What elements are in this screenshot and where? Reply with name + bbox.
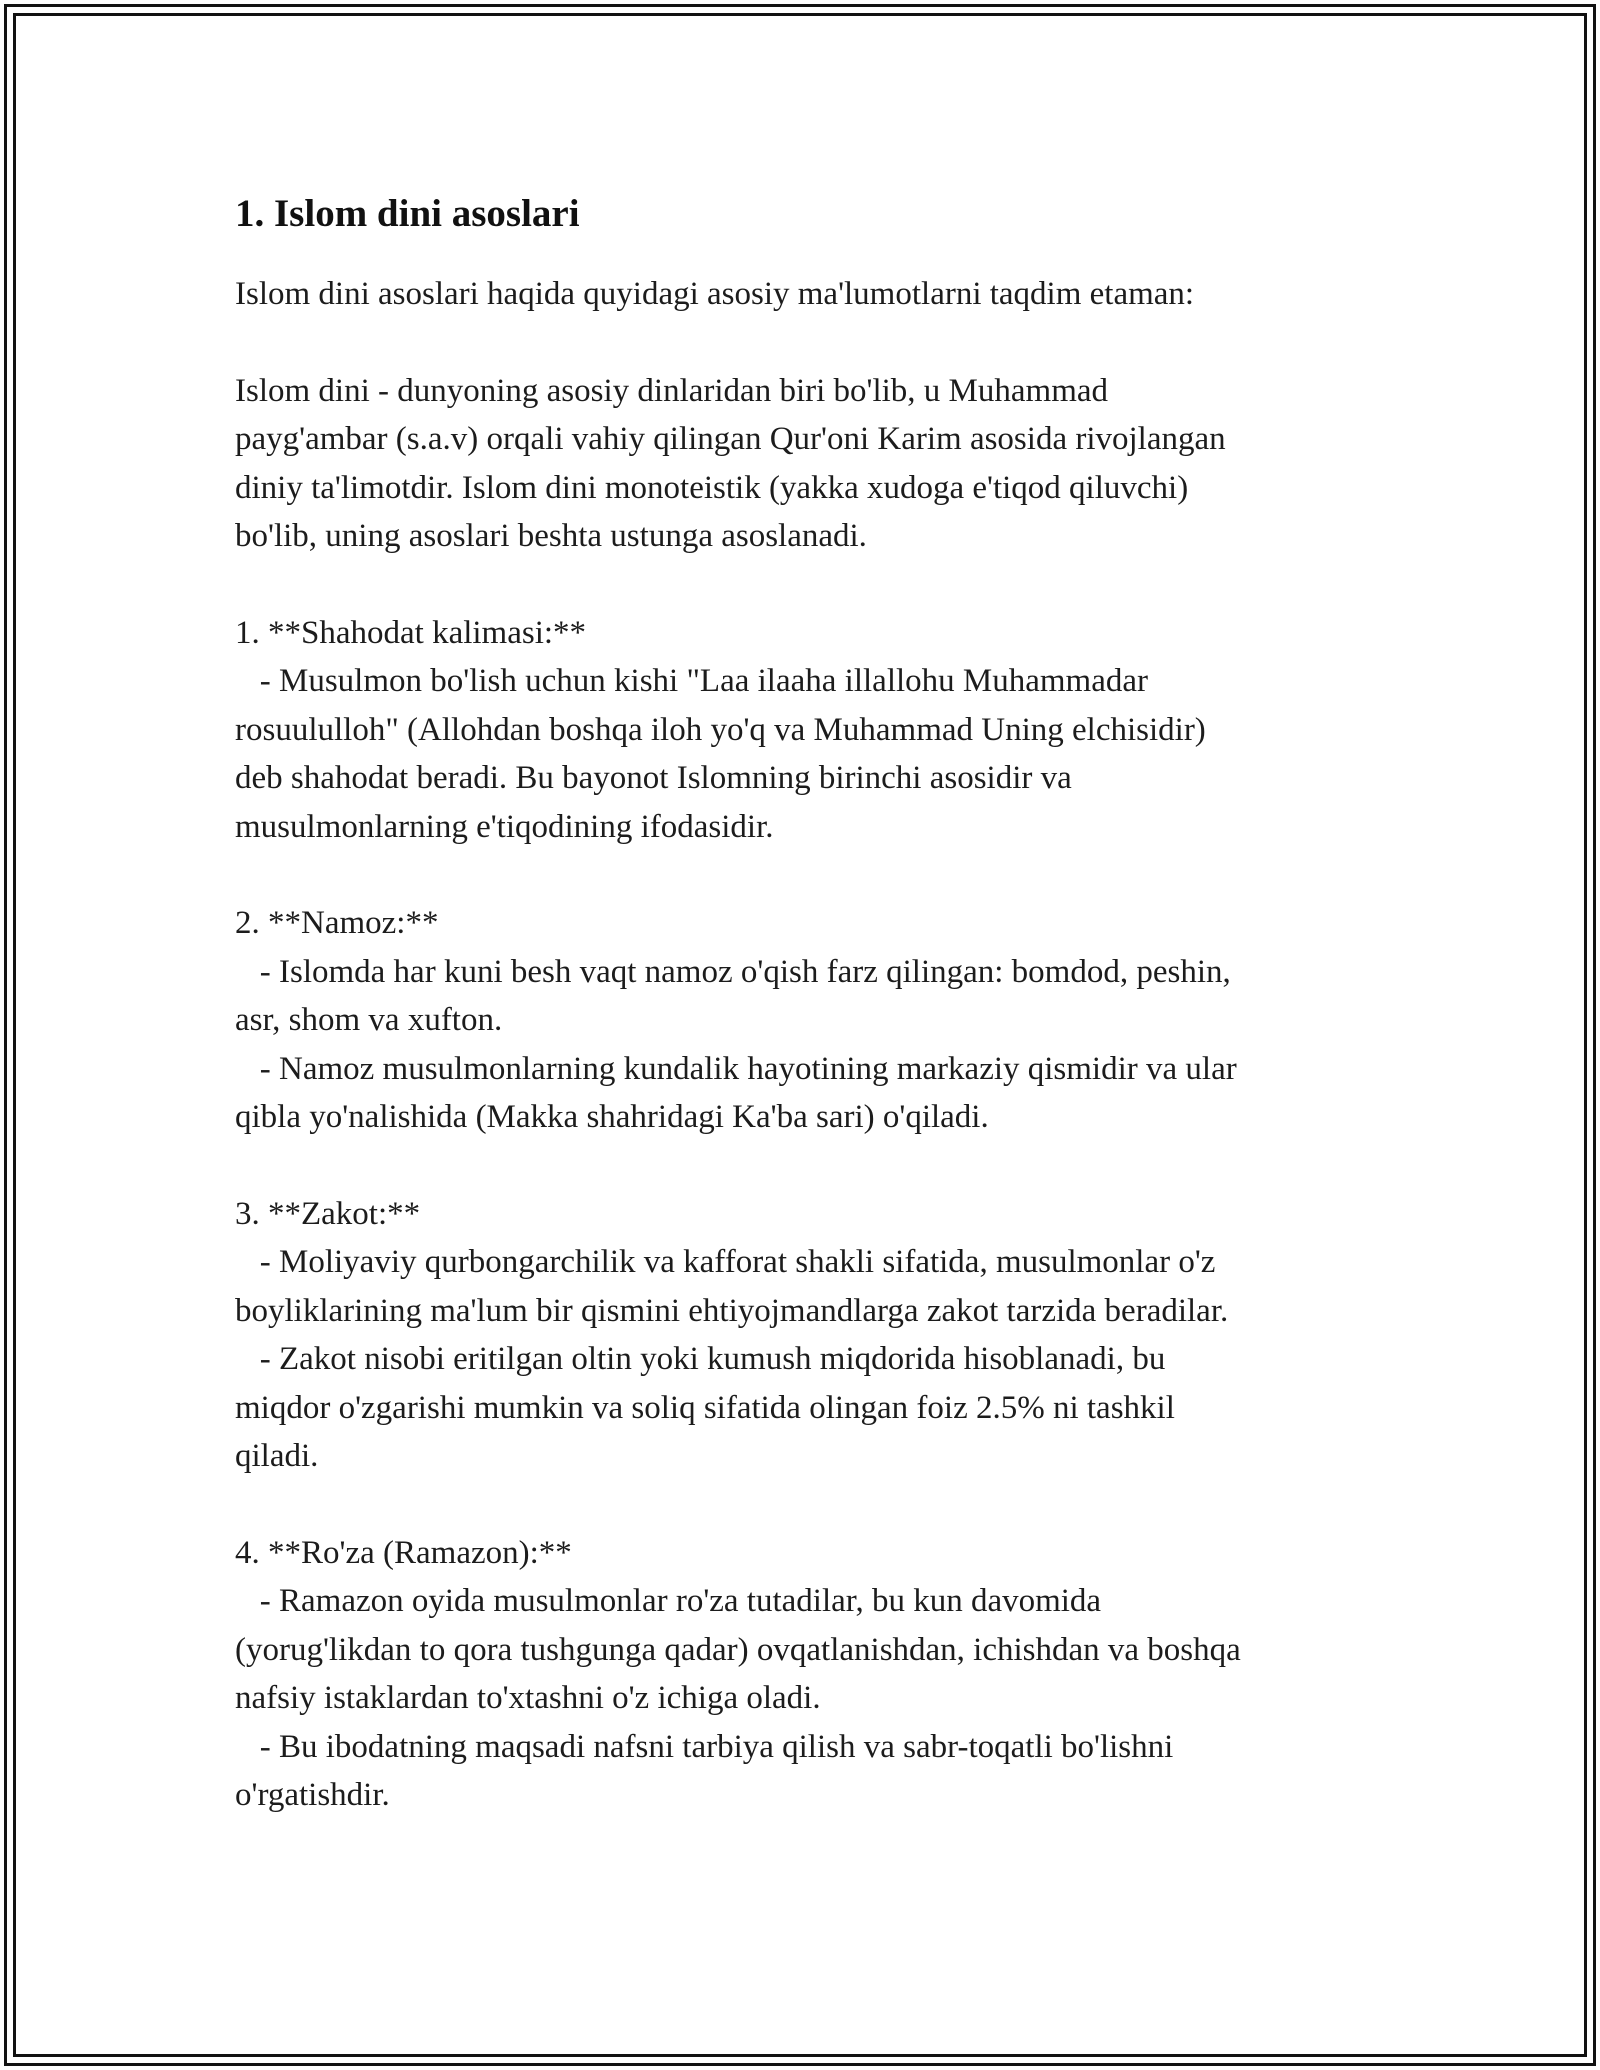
pillar-roza xyxy=(235,1529,1375,1820)
pillar-heading: 1. **Shahodat kalimasi:** xyxy=(235,614,587,651)
text-line: o'rgatishdir. xyxy=(235,1777,390,1813)
text-line: payg'ambar (s.a.v) orqali vahiy qilingan Qur'oni Karim asosida rivojlangan xyxy=(235,421,1226,457)
text-line: Islom dini - dunyoning asosiy dinlaridan biri bo'lib, u Muhammad xyxy=(235,372,1109,409)
text-line: - Namoz musulmonlarning kundalik hayotining markaziy qismidir va ular xyxy=(235,1050,1237,1087)
pillar-heading: 4. **Ro'za (Ramazon):** xyxy=(235,1534,572,1571)
pillar-zakot xyxy=(235,1190,1375,1481)
text-line: miqdor o'zgarishi mumkin va soliq sifatida olingan foiz 2.5% ni tashkil xyxy=(235,1389,1175,1426)
text-line: rosuululloh" (Allohdan boshqa iloh yo'q va Muhammad Uning elchisidir) xyxy=(235,711,1206,748)
text-line: - Islomda har kuni besh vaqt namoz o'qish farz qilingan: bomdod, peshin, xyxy=(235,953,1231,990)
pillar-namoz xyxy=(235,899,1375,1142)
text-line: (yorug'likdan to qora tushgunga qadar) ovqatlanishdan, ichishdan va boshqa xyxy=(235,1631,1241,1668)
text-line: - Ramazon oyida musulmonlar ro'za tutadilar, bu kun davomida xyxy=(235,1583,1102,1619)
text-line: asr, shom va xufton. xyxy=(235,1002,503,1038)
text-line: diniy ta'limotdir. Islom dini monoteistik (yakka xudoga e'tiqod qiluvchi) xyxy=(235,469,1189,506)
text-line: - Bu ibodatning maqsadi nafsni tarbiya qilish va sabr-toqatli bo'lishni xyxy=(235,1728,1174,1765)
intro-paragraph xyxy=(235,270,1375,319)
overview-paragraph xyxy=(235,367,1375,561)
document-title: 1. Islom dini asoslari xyxy=(235,192,580,235)
text-line: bo'lib, uning asoslari beshta ustunga asoslanadi. xyxy=(235,518,867,554)
pillar-shahodat xyxy=(235,609,1375,852)
pillar-heading: 2. **Namoz:** xyxy=(235,905,439,941)
text-line: - Moliyaviy qurbongarchilik va kafforat shakli sifatida, musulmonlar o'z xyxy=(235,1244,1216,1280)
pillar-heading: 3. **Zakot:** xyxy=(235,1195,421,1232)
text-line: Islom dini asoslari haqida quyidagi asosiy ma'lumotlarni taqdim etaman: xyxy=(235,276,1195,312)
document-body xyxy=(235,186,1375,1868)
text-line: - Musulmon bo'lish uchun kishi "Laa ilaaha illallohu Muhammadar xyxy=(235,663,1149,699)
text-line: qiladi. xyxy=(235,1438,319,1474)
text-line: musulmonlarning e'tiqodining ifodasidir. xyxy=(235,808,774,845)
text-line: qibla yo'nalishida (Makka shahridagi Ka'ba sari) o'qiladi. xyxy=(235,1099,989,1135)
text-line: - Zakot nisobi eritilgan oltin yoki kumush miqdorida hisoblanadi, bu xyxy=(235,1341,1166,1377)
text-line: boyliklarining ma'lum bir qismini ehtiyojmandlarga zakot tarzida beradilar. xyxy=(235,1292,1229,1329)
text-line: nafsiy istaklardan to'xtashni o'z ichiga oladi. xyxy=(235,1680,821,1716)
text-line: deb shahodat beradi. Bu bayonot Islomning birinchi asosidir va xyxy=(235,760,1072,796)
